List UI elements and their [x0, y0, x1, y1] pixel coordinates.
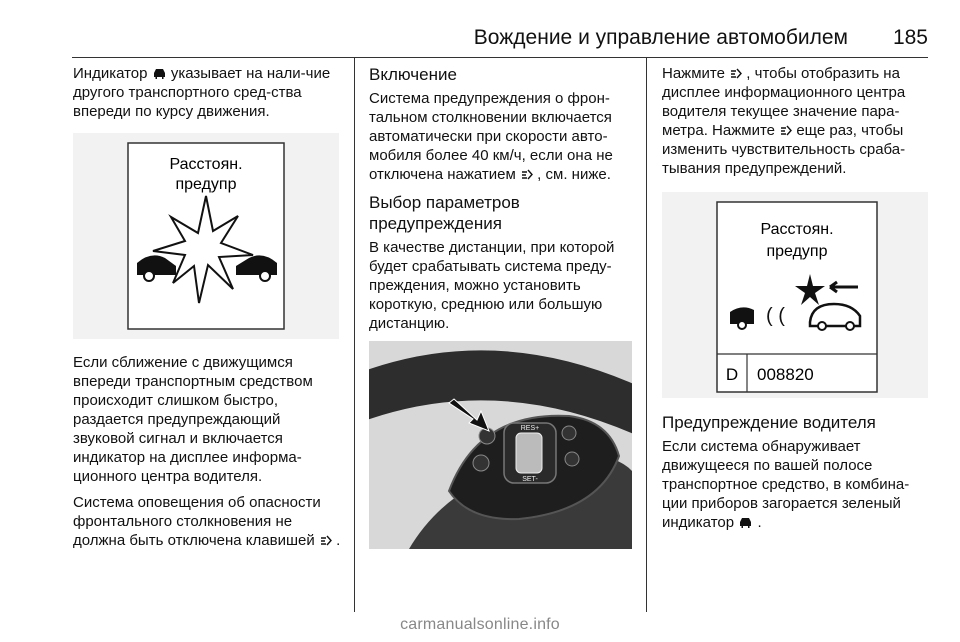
set-label: SET-	[522, 476, 538, 483]
page-header	[72, 26, 928, 54]
paragraph	[369, 89, 634, 184]
text: , чтобы отобразить на дисплее информационного центра водителя текущее значение пара-метра. Нажмите	[662, 65, 906, 139]
steering-wheel-photo	[369, 341, 632, 549]
paragraph	[662, 64, 930, 178]
text: Индикатор	[73, 65, 148, 82]
thumbwheel	[516, 433, 542, 473]
text: Если система обнаруживает движущееся по вашей полосе транспортное средство, в комбина-ции приборов загорается зеленый индикатор	[662, 438, 910, 531]
text: Система предупреждения о фрон-тальном столкновении включается автоматически при скорости авто-мобиля более 40 км/ч, если она не отключена нажатием	[369, 90, 613, 183]
column-divider	[646, 58, 647, 612]
display-text-line2: предупр	[175, 176, 237, 193]
display-text-line2: предупр	[766, 243, 828, 260]
gear-indicator: D	[725, 365, 739, 384]
header-rule	[72, 57, 928, 58]
distance-setting-figure	[662, 192, 928, 398]
text: , см. ниже.	[537, 166, 611, 183]
display-text-line1: Расстоян.	[169, 156, 243, 173]
paragraph	[73, 64, 341, 121]
car-ahead-icon	[738, 516, 753, 529]
header-title: Вождение и управление автомобилем	[473, 26, 848, 49]
paragraph: Если сближение с движущимся впереди транспортным средством происходит слишком быстро, раздается предупреждающий звуковой сигнал и включается индикатор на дисплее информа-ционного центра водителя.	[73, 354, 313, 485]
text: Нажмите	[662, 65, 725, 82]
text: .	[757, 514, 762, 531]
column-3	[662, 64, 930, 539]
car-ahead-icon	[152, 67, 167, 80]
section-heading: Включение	[369, 65, 457, 84]
section-heading: Выбор параметров предупреждения	[369, 193, 520, 233]
warning-button-icon	[729, 67, 742, 80]
warning-button-icon	[520, 168, 533, 181]
watermark: carmanualsonline.info	[400, 616, 560, 633]
paragraph	[73, 493, 341, 550]
text: указывает на нали-чие другого транспортного сред-ства впереди по курсу движения.	[73, 65, 331, 120]
page-number: 185	[892, 26, 928, 49]
column-1	[73, 64, 341, 557]
paragraph	[662, 437, 930, 532]
signal-waves-icon: ( (	[766, 305, 785, 327]
display-text-line1: Расстоян.	[760, 221, 834, 238]
res-label: RES+	[520, 425, 540, 432]
section-heading: Предупреждение водителя	[662, 413, 876, 432]
paragraph: В качестве дистанции, при которой будет срабатывать система преду-преждения, можно установить короткую, среднюю или большую дистанцию.	[369, 239, 615, 332]
collision-warning-figure	[73, 133, 339, 339]
steering-wheel-illustration	[369, 341, 632, 549]
text: еще раз, чтобы изменить чувствительность сраба-тывания предупреждений.	[662, 122, 906, 177]
text: .	[336, 532, 341, 549]
warning-button-icon	[779, 124, 792, 137]
warning-button-icon	[319, 534, 332, 547]
odometer-value: 008820	[757, 365, 814, 384]
display-illustration	[73, 133, 339, 339]
text: Система оповещения об опасности фронтального столкновения не должна быть отключена клавишей	[73, 494, 321, 549]
column-2	[369, 64, 634, 563]
column-divider	[354, 58, 355, 612]
display-illustration	[662, 192, 928, 398]
